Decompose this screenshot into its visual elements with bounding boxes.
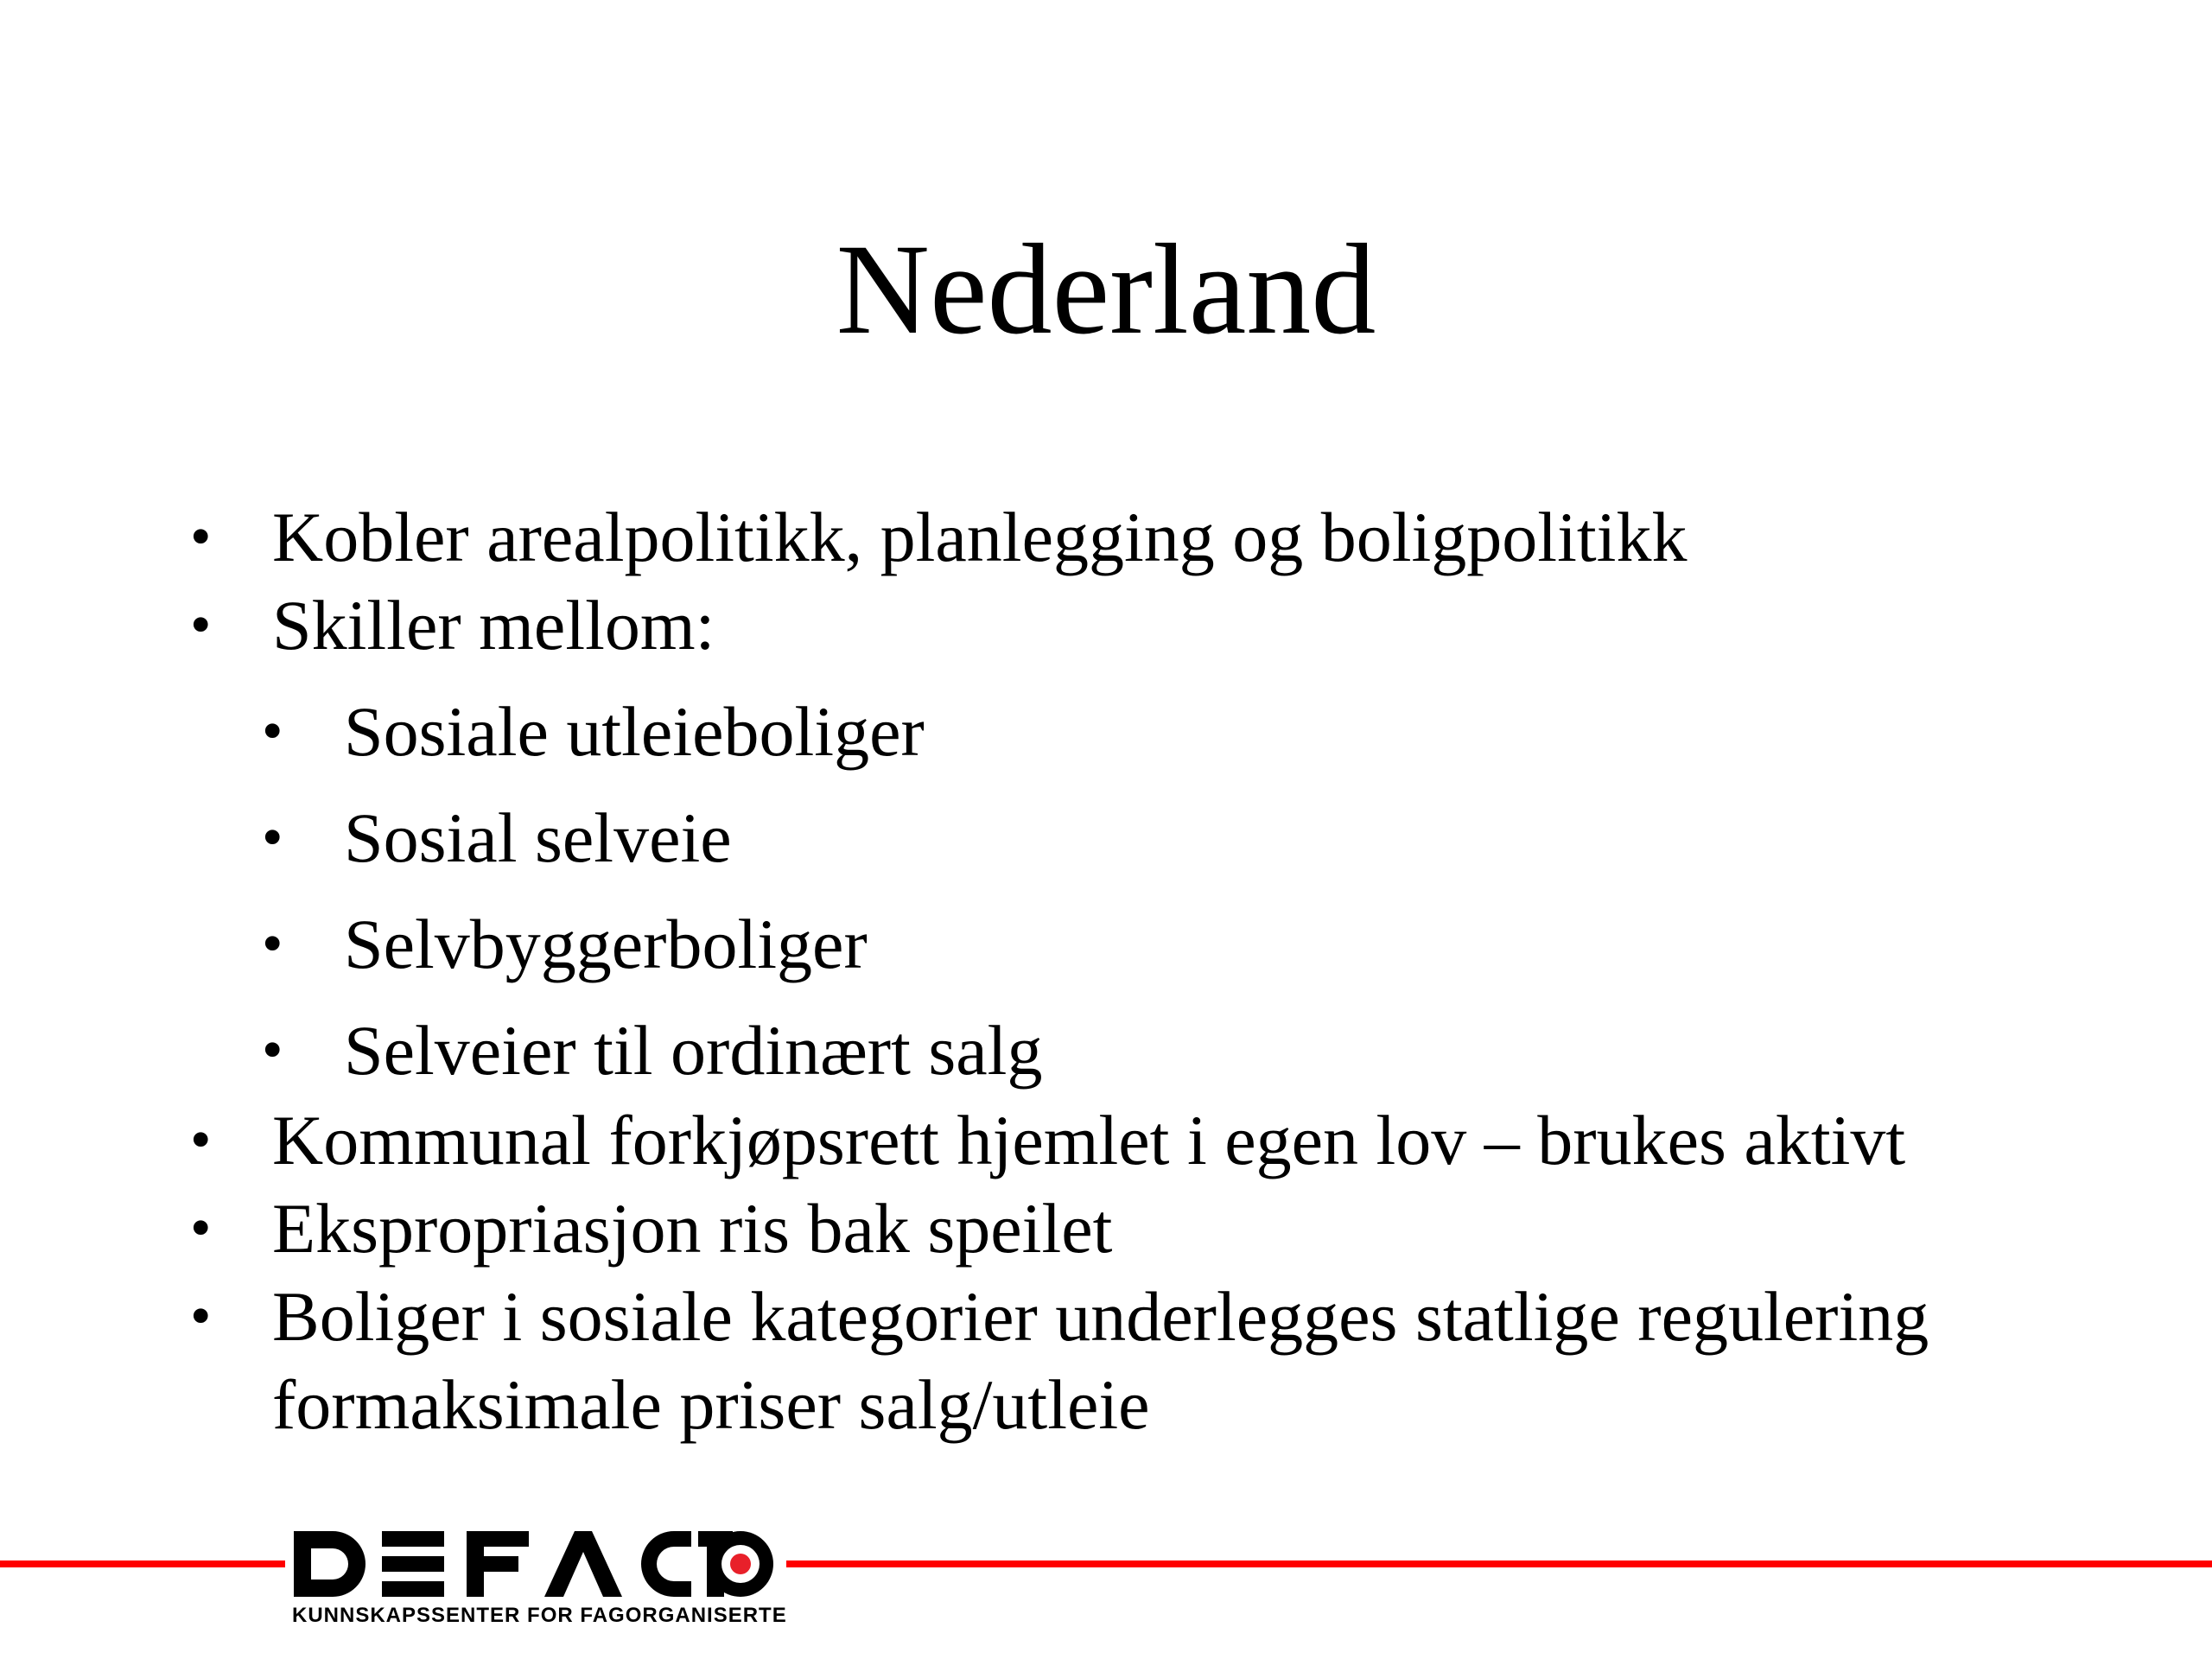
bullet-text: Boliger i sosiale kategorier underlegges statlige regulering <box>272 1277 1929 1356</box>
bullet-icon: • <box>262 698 283 765</box>
bullet-icon: • <box>190 1283 212 1350</box>
bullet-text: Skiller mellom: <box>272 586 715 664</box>
bullet-text: Ekspropriasjon ris bak speilet <box>272 1189 1113 1268</box>
bullet-icon: • <box>190 1107 212 1173</box>
defacto-wordmark-icon <box>285 1522 786 1600</box>
defacto-logo <box>285 1522 786 1635</box>
bullet-item <box>190 1097 1906 1184</box>
bullet-icon: • <box>262 1017 283 1084</box>
logo-dot <box>730 1554 751 1574</box>
slide-title: Nederland <box>836 218 1376 361</box>
sub-bullet-item <box>262 795 732 881</box>
bullet-text: Selveier til ordinært salg <box>344 1011 1043 1090</box>
bullet-text: Kommunal forkjøpsrett hjemlet i egen lov – brukes aktivt <box>272 1101 1906 1179</box>
sub-bullet-item <box>262 1007 1043 1094</box>
bullet-icon: • <box>190 1195 212 1262</box>
sub-bullet-item <box>262 901 868 988</box>
bullet-icon: • <box>190 592 212 658</box>
bullet-item <box>190 1185 1113 1272</box>
bullet-icon: • <box>262 804 283 871</box>
sub-bullet-item <box>262 689 925 775</box>
bullet-icon: • <box>262 911 283 977</box>
logo-subtitle: KUNNSKAPSSENTER FOR FAGORGANISERTE <box>292 1604 787 1627</box>
bullet-text: Selvbyggerboliger <box>344 905 868 983</box>
bullet-text: Sosial selveie <box>344 798 732 877</box>
bullet-item <box>190 582 715 669</box>
bullet-continuation <box>272 1362 1150 1448</box>
bullet-item <box>190 1274 1929 1360</box>
bullet-item <box>190 494 1688 581</box>
bullet-text: Kobler arealpolitikk, planlegging og boligpolitikk <box>272 498 1688 576</box>
bullet-text: formaksimale priser salg/utleie <box>272 1365 1150 1444</box>
bullet-icon: • <box>190 504 212 570</box>
bullet-text: Sosiale utleieboliger <box>344 692 925 771</box>
